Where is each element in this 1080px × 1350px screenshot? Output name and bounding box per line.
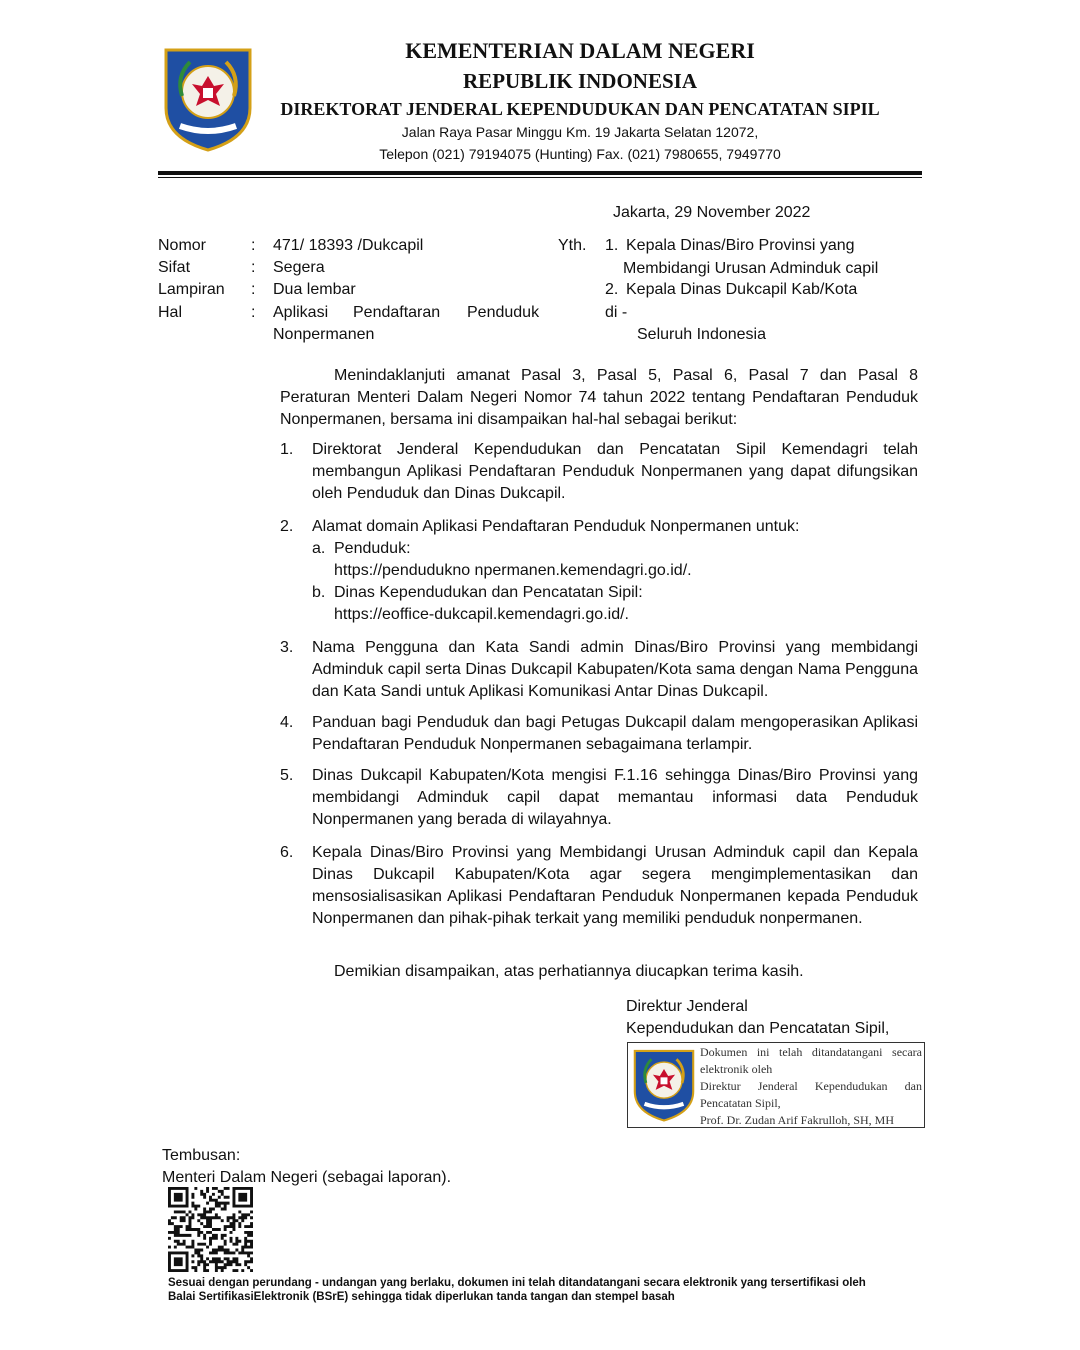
- header-rule: [158, 171, 922, 175]
- colon: :: [251, 281, 256, 298]
- nomor-value: 471/ 18393 /Dukcapil: [273, 237, 424, 254]
- sifat-label: Sifat: [158, 259, 191, 276]
- item-number: 6.: [280, 844, 294, 861]
- e-signature-line: elektronik oleh: [700, 1062, 773, 1076]
- item-text: Alamat domain Aplikasi Pendaftaran Penduduk Nonpermanen untuk:: [312, 518, 800, 535]
- footer-note: Balai SertifikasiElektronik (BSrE) sehingga tidak diperlukan tanda tangan dan stempel basah: [168, 1291, 675, 1303]
- sifat-value: Segera: [273, 259, 325, 276]
- subitem-url: https://eoffice-dukcapil.kemendagri.go.id/.: [334, 606, 629, 623]
- yth-label: Yth.: [558, 237, 587, 254]
- subitem-label: Penduduk:: [334, 540, 411, 557]
- item-text: Kepala Dinas/Biro Provinsi yang Membidangi Urusan Adminduk capil dan Kepala Dinas Dukcapil Kabupaten/Kota agar segera mengimplementasikan dan mensosialisasikan Aplikasi Pendaftaran Penduduk Nonpermanen kepada Penduduk Nonpermanen dan pihak-pihak terkait yang memiliki penduduk nonpermanen.: [312, 844, 918, 927]
- item-text: Panduan bagi Penduduk dan bagi Petugas Dukcapil dalam mengoperasikan Aplikasi Pendaftaran Penduduk Nonpermanen sebagaimana terlampir.: [312, 714, 918, 753]
- addressee-di: di -: [605, 304, 628, 321]
- intro-paragraph: [280, 365, 918, 431]
- item-number: 4.: [280, 714, 294, 731]
- lampiran-value: Dua lembar: [273, 281, 356, 298]
- hal-value-line2: Nonpermanen: [273, 326, 375, 343]
- tembusan-line: Menteri Dalam Negeri (sebagai laporan).: [162, 1169, 452, 1186]
- colon: :: [251, 304, 256, 321]
- republic-name: REPUBLIK INDONESIA: [463, 69, 697, 93]
- nomor-label: Nomor: [158, 237, 207, 254]
- phone-line: Telepon (021) 79194075 (Hunting) Fax. (021) 7980655, 7949770: [379, 146, 781, 162]
- tembusan-label: Tembusan:: [162, 1147, 241, 1164]
- letter-date: Jakarta, 29 November 2022: [613, 204, 811, 221]
- addressee-line: Kepala Dinas/Biro Provinsi yang: [626, 237, 855, 254]
- e-signature-text: [700, 1044, 922, 1129]
- addressee-number: 1.: [605, 237, 619, 254]
- subitem-url: https://pendudukno npermanen.kemendagri.go.id/.: [334, 562, 692, 579]
- header-rule-thin: [158, 177, 922, 178]
- addressee-place: Seluruh Indonesia: [637, 326, 766, 343]
- subitem-label: Dinas Kependudukan dan Pencatatan Sipil:: [334, 584, 643, 601]
- e-signature-line: Dokumen ini telah ditandatangani secara: [700, 1045, 922, 1059]
- ministry-name: KEMENTERIAN DALAM NEGERI: [405, 38, 755, 63]
- addressee-line: Kepala Dinas Dukcapil Kab/Kota: [626, 281, 858, 298]
- hal-value-word: Penduduk: [467, 304, 540, 321]
- addressee-number: 2.: [605, 281, 619, 298]
- address-line: Jalan Raya Pasar Minggu Km. 19 Jakarta Selatan 12072,: [401, 124, 759, 140]
- subitem-letter: a.: [312, 540, 326, 557]
- signatory-title: Direktur Jenderal: [626, 998, 748, 1015]
- intro-line: Menindaklanjuti amanat Pasal 3, Pasal 5, Pasal 6, Pasal 7 dan Pasal 8: [334, 367, 918, 384]
- item-number: 5.: [280, 767, 294, 784]
- signatory-title: Kependudukan dan Pencatatan Sipil,: [626, 1020, 890, 1037]
- item-number: 2.: [280, 518, 294, 535]
- e-signature-line: Pencatatan Sipil,: [700, 1096, 781, 1110]
- closing-text: Demikian disampaikan, atas perhatiannya diucapkan terima kasih.: [334, 963, 804, 980]
- subitem-letter: b.: [312, 584, 326, 601]
- kemendagri-emblem-icon: [632, 1046, 696, 1124]
- hal-label: Hal: [158, 304, 183, 321]
- intro-line: Nonpermanen, bersama ini disampaikan hal-hal sebagai berikut:: [280, 411, 738, 428]
- item-text: Direktorat Jenderal Kependudukan dan Pencatatan Sipil Kemendagri telah membangun Aplikasi Pendaftaran Penduduk Nonpermanen yang dapat difungsikan oleh Penduduk dan Dinas Dukcapil.: [312, 441, 918, 502]
- intro-line: Peraturan Menteri Dalam Negeri Nomor 74 tahun 2022 tentang Pendaftaran Penduduk: [280, 389, 918, 406]
- addressee-line: Membidangi Urusan Adminduk capil: [623, 260, 879, 277]
- e-signature-line: Direktur Jenderal Kependudukan dan: [700, 1079, 922, 1093]
- item-number: 3.: [280, 639, 294, 656]
- e-signature-line: Prof. Dr. Zudan Arif Fakrulloh, SH, MH: [700, 1113, 894, 1127]
- colon: :: [251, 259, 256, 276]
- hal-value-word: Pendaftaran: [353, 304, 441, 321]
- qr-code-icon: [168, 1187, 253, 1272]
- hal-value-word: Aplikasi: [273, 304, 329, 321]
- directorate-name: DIREKTORAT JENDERAL KEPENDUDUKAN DAN PENCATATAN SIPIL: [280, 99, 880, 119]
- colon: :: [251, 237, 256, 254]
- item-text: Dinas Dukcapil Kabupaten/Kota mengisi F.1.16 sehingga Dinas/Biro Provinsi yang membidangi Adminduk capil dapat memantau informasi data Penduduk Nonpermanen yang berada di wilayahnya.: [312, 767, 918, 828]
- footer-note: Sesuai dengan perundang - undangan yang berlaku, dokumen ini telah ditandatangani secara elektronik yang tersertifikasi oleh: [168, 1277, 866, 1289]
- lampiran-label: Lampiran: [158, 281, 225, 298]
- item-text: Nama Pengguna dan Kata Sandi admin Dinas/Biro Provinsi yang membidangi Adminduk capil serta Dinas Dukcapil Kabupaten/Kota sama dengan Nama Pengguna dan Kata Sandi untuk Aplikasi Komunikasi Antar Dinas Dukcapil.: [312, 639, 918, 700]
- item-number: 1.: [280, 441, 294, 458]
